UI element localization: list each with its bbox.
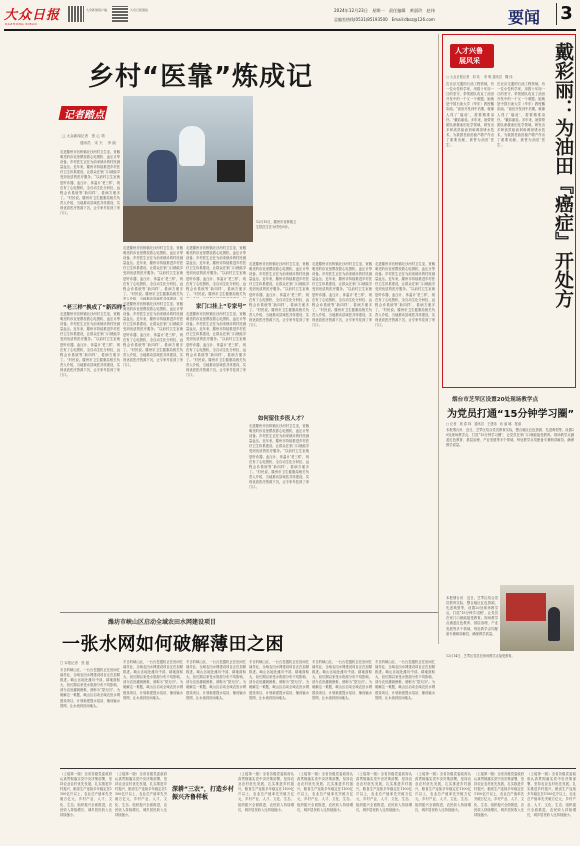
story1-kicker: 记者踏点 [64, 110, 104, 121]
story5-col8: （上接第一版）全省各级党委政府认真贯彻落实党中央决策部署，坚持农业农村优先发展，扎实推进乡村振兴，粮食生产连续多年稳定在1100亿斤以上，农业总产值率先突破万亿元，乡村产业、人才、文化、生态、组织振兴全面推进，农民收入持续增长，城乡居民收入比持续缩小。 [527, 772, 576, 817]
story2-col2: 在北京交通的石油工程领域，有一位女性科学家，用数十年如一日的坚守，带领团队攻克了油田开发中的一个又一个难题，她就是中国石油大学（华东）教授戴彩丽。“油田开发到中后期，就像人得了‘癌症’，需要精准治疗。”戴彩丽说。多年来，她带领团队深耕油田化学领域，研发出多种高效驱油剂和调剖堵水技术，为我国老油田稳产增产作出了重要贡献，被誉为油田‘医生’。 [497, 82, 545, 148]
story4-col1: 冬日的峡山区，一台台挖掘机正在田间忙碌作业，全域农田水网建设项目正在加紧推进。峡山区地处潍坊中部，耕地面积大，但长期以来受水资源分布不均影响，部分农田灌溉困难，被称为“望天田”。为破解这一难题，峡山区启动全域农田水网建设项目，计划新建提水泵站、铺设输水管网，让水流到田间地头。 [60, 668, 120, 708]
qr-code-icon [68, 6, 84, 22]
photo-board [506, 593, 546, 621]
story3-col2: 本报烟台讯 近日，芝罘区结合党员教育实际，整合辖区红色资源、先进典型等，设置20处现场教学点，打造“15分钟学习圈”，让党员在家门口就能接受教育。现场教学点涵盖红色教育、基层治理、产业发展等多个领域，每处教学点均配备专兼职讲解员，确保教学质量。 [446, 596, 498, 636]
story3-photo-caption: 12月14日，芝罘区党员在现场教学点接受教育。 [446, 654, 515, 658]
story4-kicker: 潍坊市峡山区启动全域农田水网建设项目 [108, 619, 217, 626]
story1-subhead2: 家门口挂上“专家号” [196, 304, 247, 310]
story5-col4: （上接第一版）全省各级党委政府认真贯彻落实党中央决策部署，坚持农业农村优先发展，扎实推进乡村振兴，粮食生产连续多年稳定在1100亿斤以上，农业总产值率先突破万亿元，乡村产业、人才、文化、生态、组织振兴全面推进，农民收入持续增长，城乡居民收入比持续缩小。 [297, 772, 353, 812]
story5-col7: （上接第一版）全省各级党委政府认真贯彻落实党中央决策部署，坚持农业农村优先发展，扎实推进乡村振兴，粮食生产连续多年稳定在1100亿斤以上，农业总产值率先突破万亿元，乡村产业、人才、文化、生态、组织振兴全面推进，农民收入持续增长，城乡居民收入比持续缩小。 [474, 772, 524, 817]
story5-col2: （上接第一版）全省各级党委政府认真贯彻落实党中央决策部署，坚持农业农村优先发展，扎实推进乡村振兴，粮食生产连续多年稳定在1100亿斤以上，农业总产值率先突破万亿元，乡村产业、人才、文化、生态、组织振兴全面推进，农民收入持续增长，城乡居民收入比持续缩小。 [115, 772, 167, 817]
qr2-label: 大众日报微信 [130, 8, 149, 12]
story1-headline: 乡村“医靠”炼成记 [88, 62, 314, 92]
story4-col6: 冬日的峡山区，一台台挖掘机正在田间忙碌作业，全域农田水网建设项目正在加紧推进。峡山区地处潍坊中部，耕地面积大，但长期以来受水资源分布不均影响，部分农田灌溉困难，被称为“望天田”。为破解这一难题，峡山区启动全域农田水网建设项目，计划新建提水泵站、铺设输水管网，让水流到田间地头。 [375, 660, 435, 700]
story3-headline: 为党员打通“15分钟学习圈” [447, 409, 575, 420]
story2-tag: 人才兴鲁 [455, 47, 483, 55]
story1-col1: 走进滕州市官桥镇北沙河村卫生室，宽敞明亮的诊室里摆放着心电图机、血压计等设备。乡村医生正在为前来就诊的村民测量血压。近年来，滕州市持续推进乡村医疗卫生体系建设，让群众在家门口就能享受到优质的医疗服务。“以前村卫生室就是听诊器、血压计、体温计‘老三样’，现在有了心电图机、全自动生化分析仪、远程会诊系统等‘新四样’，看病方便多了。”村民说。滕州市卫生健康局相关负责人介绍，当地推动县域医共体建设，实现优质医疗资源下沉，让专家号挂到了家门口。 [60, 150, 120, 216]
column-divider [438, 34, 439, 644]
story1-col2: 走进滕州市官桥镇北沙河村卫生室，宽敞明亮的诊室里摆放着心电图机、血压计等设备。乡村医生正在为前来就诊的村民测量血压。近年来，滕州市持续推进乡村医疗卫生体系建设，让群众在家门口就能享受到优质的医疗服务。“以前村卫生室就是听诊器、血压计、体温计‘老三样’，现在有了心电图机、全自动生化分析仪、远程会诊系统等‘新四样’，看病方便多了。”村民说。滕州市卫生健康局相关负责人介绍，当地推动县域医共体建设，实 [123, 246, 183, 300]
bottom-rule [60, 768, 576, 769]
story1-col4b: 走进滕州市官桥镇北沙河村卫生室，宽敞明亮的诊室里摆放着心电图机、血压计等设备。乡村医生正在为前来就诊的村民测量血压。近年来，滕州市持续推进乡村医疗卫生体系建设，让群众在家门口就能享受到优质的医疗服务。“以前村卫生室就是听诊器、血压计、体温计‘老三样’，现在有了心电图机、全自动生化分析仪、远程会诊系统等‘新四样’，看病方便多了。”村民说。滕州市卫生健康局相关负责人介绍，当地推动县域医共体建设，实现优质医疗资源下沉，让专家号挂到了家门口。 [249, 424, 309, 490]
story5-col6: （上接第一版）全省各级党委政府认真贯彻落实党中央决策部署，坚持农业农村优先发展，扎实推进乡村振兴，粮食生产连续多年稳定在1100亿斤以上，农业总产值率先突破万亿元，乡村产业、人才、文化、生态、组织振兴全面推进，农民收入持续增长，城乡居民收入比持续缩小。 [415, 772, 471, 812]
story1-col6: 走进滕州市官桥镇北沙河村卫生室，宽敞明亮的诊室里摆放着心电图机、血压计等设备。乡村医生正在为前来就诊的村民测量血压。近年来，滕州市持续推进乡村医疗卫生体系建设，让群众在家门口就能享受到优质的医疗服务。“以前村卫生室就是听诊器、血压计、体温计‘老三样’，现在有了心电图机、全自动生化分析仪、远程会诊系统等‘新四样’，看病方便多了。”村民说。滕州市卫生健康局相关负责人介绍，当地推动县域医共体建设，实现优质医疗资源下沉，让专家号挂到了家门口。 [375, 262, 435, 328]
logo-text: 大众日报 [4, 8, 61, 23]
story1-col3: 走进滕州市官桥镇北沙河村卫生室，宽敞明亮的诊室里摆放着心电图机、血压计等设备。乡村医生正在为前来就诊的村民测量血压。近年来，滕州市持续推进乡村医疗卫生体系建设，让群众在家门口就能享受到优质的医疗服务。“以前村卫生室就是听诊器、血压计、体温计‘老三样’，现在有了心电图机、全自动生化分析仪、远程会诊系统等‘新四样’，看病方便多了。”村民说。滕州市卫生健康局相关负 [186, 246, 246, 296]
photo-figure [147, 150, 177, 202]
story2-tag2: 展风采 [459, 57, 480, 65]
story4-col2: 冬日的峡山区，一台台挖掘机正在田间忙碌作业，全域农田水网建设项目正在加紧推进。峡山区地处潍坊中部，耕地面积大，但长期以来受水资源分布不均影响，部分农田灌溉困难，被称为“望天田”。为破解这一难题，峡山区启动全域农田水网建设项目，计划新建提水泵站、铺设输水管网，让水流到田间地头。 [123, 660, 183, 700]
masthead [4, 2, 576, 32]
photo-figure [179, 126, 205, 166]
logo-sub: DAZHONG RIBAO [5, 22, 38, 26]
masthead-rule [4, 29, 576, 31]
story1-byline: □ 大众新闻记者 张 心 靖 [62, 134, 105, 138]
story4-col5: 冬日的峡山区，一台台挖掘机正在田间忙碌作业，全域农田水网建设项目正在加紧推进。峡山区地处潍坊中部，耕地面积大，但长期以来受水资源分布不均影响，部分农田灌溉困难，被称为“望天田”。为破解这一难题，峡山区启动全域农田水网建设项目，计划新建提水泵站、铺设输水管网，让水流到田间地头。 [312, 660, 372, 700]
qr-code-icon [112, 6, 128, 22]
story5-col5: （上接第一版）全省各级党委政府认真贯彻落实党中央决策部署，坚持农业农村优先发展，扎实推进乡村振兴，粮食生产连续多年稳定在1100亿斤以上，农业总产值率先突破万亿元，乡村产业、人才、文化、生态、组织振兴全面推进，农民收入持续增长，城乡居民收入比持续缩小。 [356, 772, 412, 812]
story2-byline: □ 大众日报记者 刘 英 李 明 通讯员 魏 伟 [446, 75, 513, 79]
story4-byline: □ 本报记者 张 磊 [60, 661, 90, 665]
story5-kicker: 深耕“三农”，打造乡村振兴齐鲁样板 [172, 786, 234, 801]
section-title: 要闻 [508, 8, 541, 27]
story1-col5: 走进滕州市官桥镇北沙河村卫生室，宽敞明亮的诊室里摆放着心电图机、血压计等设备。乡村医生正在为前来就诊的村民测量血压。近年来，滕州市持续推进乡村医疗卫生体系建设，让群众在家门口就能享受到优质的医疗服务。“以前村卫生室就是听诊器、血压计、体温计‘老三样’，现在有了心电图机、全自动生化分析仪、远程会诊系统等‘新四样’，看病方便多了。”村民说。滕州市卫生健康局相关负责人介绍，当地推动县域医共体建设，实现优质医疗资源下沉，让专家号挂到了家门口。 [312, 262, 372, 328]
story1-col2b: 走进滕州市官桥镇北沙河村卫生室，宽敞明亮的诊室里摆放着心电图机、血压计等设备。乡村医生正在为前来就诊的村民测量血压。近年来，滕州市持续推进乡村医疗卫生体系建设，让群众在家门口就能享受到优质的医疗服务。“以前村卫生室就是听诊器、血压计、体温计‘老三样’，现在有了心电图机、全自动生化分析仪、远程会诊系统等‘新四样’，看病方便多了。”村民说。滕州市卫生健康局相关负责人介绍，当地推动县域医共体建设，实现优质医疗资源下沉，让专家号挂到了家门口。 [123, 302, 183, 368]
story1-col3b: 走进滕州市官桥镇北沙河村卫生室，宽敞明亮的诊室里摆放着心电图机、血压计等设备。乡村医生正在为前来就诊的村民测量血压。近年来，滕州市持续推进乡村医疗卫生体系建设，让群众在家门口就能享受到优质的医疗服务。“以前村卫生室就是听诊器、血压计、体温计‘老三样’，现在有了心电图机、全自动生化分析仪、远程会诊系统等‘新四样’，看病方便多了。”村民说。滕州市卫生健康局相关负责人介绍，当地推动县域医共体建设，实现优质医疗资源下沉，让专家号挂到了家门口。 [186, 312, 246, 378]
contact-line: 总编室热线(0531)85193500 Email:dbsz@126.com [334, 17, 435, 22]
story2-col1: 在北京交通的石油工程领域，有一位女性科学家，用数十年如一日的坚守，带领团队攻克了油田开发中的一个又一个难题，她就是中国石油大学（华东）教授戴彩丽。“油田开发到中后期，就像人得了‘癌症’，需要精准治疗。”戴彩丽说。多年来，她带领团队深耕油田化学领域，研发出多种高效驱油剂和调剖堵水技术，为我国老油田稳产增产作出了重要贡献，被誉为油田‘医生’。 [446, 82, 494, 148]
story1-col4: 走进滕州市官桥镇北沙河村卫生室，宽敞明亮的诊室里摆放着心电图机、血压计等设备。乡村医生正在为前来就诊的村民测量血压。近年来，滕州市持续推进乡村医疗卫生体系建设，让群众在家门口就能享受到优质的医疗服务。“以前村卫生室就是听诊器、血压计、体温计‘老三样’，现在有了心电图机、全自动生化分析仪、远程会诊系统等‘新四样’，看病方便多了。”村民说。滕州市卫生健康局相关负责人介绍，当地推动县域医共体建设，实现优质医疗资源下沉，让专家号挂到了家门口。 [249, 262, 309, 328]
page-number: 3 [556, 3, 576, 25]
story3-byline: □ 记者 郭 春 林 通讯员 王建伟 孙 丽 娜 报道 [446, 422, 522, 426]
story3-col1: 本报烟台讯 近日，芝罘区结合党员教育实际，整合辖区红色资源、先进典型等，设置20处现场教学点，打造“15分钟学习圈”，让党员在家门口就能接受教育。现场教学点涵盖红色教育、基层治理、产业发展等多个领域，每处教学点均配备专兼职讲解员，确保教学质量。 [446, 428, 574, 448]
story1-photo-caption: 12月15日，滕州市官桥镇卫生院医生在为村民问诊。 [256, 220, 296, 230]
section-rule [60, 612, 438, 613]
story5-col1: （上接第一版）全省各级党委政府认真贯彻落实党中央决策部署，坚持农业农村优先发展，扎实推进乡村振兴，粮食生产连续多年稳定在1100亿斤以上，农业总产值率先突破万亿元，乡村产业、人才、文化、生态、组织振兴全面推进，农民收入持续增长，城乡居民收入比持续缩小。 [60, 772, 112, 817]
story4-col4: 冬日的峡山区，一台台挖掘机正在田间忙碌作业，全域农田水网建设项目正在加紧推进。峡山区地处潍坊中部，耕地面积大，但长期以来受水资源分布不均影响，部分农田灌溉困难，被称为“望天田”。为破解这一难题，峡山区启动全域农田水网建设项目，计划新建提水泵站、铺设输水管网，让水流到田间地头。 [249, 660, 309, 700]
story5-col3: （上接第一版）全省各级党委政府认真贯彻落实党中央决策部署，坚持农业农村优先发展，扎实推进乡村振兴，粮食生产连续多年稳定在1100亿斤以上，农业总产值率先突破万亿元，乡村产业、人才、文化、生态、组织振兴全面推进，农民收入持续增长，城乡居民收入比持续缩小。 [238, 772, 294, 812]
story1-subhead3: 如何留住乡医人才？ [258, 416, 307, 422]
qr1-label: 大众新闻客户端 [86, 8, 108, 12]
story4-headline: 一张水网如何破解薄田之困 [62, 634, 284, 655]
story3-kicker: 烟台市芝罘区设置20处现场教学点 [452, 397, 539, 403]
newspaper-logo [4, 4, 66, 24]
story1-col1b: 走进滕州市官桥镇北沙河村卫生室，宽敞明亮的诊室里摆放着心电图机、血压计等设备。乡村医生正在为前来就诊的村民测量血压。近年来，滕州市持续推进乡村医疗卫生体系建设，让群众在家门口就能享受到优质的医疗服务。“以前村卫生室就是听诊器、血压计、体温计‘老三样’，现在有了心电图机、全自动生化分析仪、远程会诊系统等‘新四样’，看病方便多了。”村民说。滕州市卫生健康局相关负责人介绍，当地推动县域医共体建设，实现优质医疗资源下沉，让专家号挂到了家门口。 [60, 312, 120, 378]
story1-photo [123, 96, 253, 242]
photo-figure [548, 607, 560, 641]
photo-monitor [217, 160, 245, 182]
story2-title: 戴彩丽：为油田『癌症』开处方 [552, 42, 574, 308]
story1-byline2: 通讯员 宋 天 李 丽 [80, 141, 116, 145]
date-line: 2024年12月23日 星期一 责任编辑 黄晨玲 赵伟 [334, 8, 435, 13]
story1-subhead1: “老三样”换成了“新四样” [63, 305, 126, 311]
story4-col3: 冬日的峡山区，一台台挖掘机正在田间忙碌作业，全域农田水网建设项目正在加紧推进。峡山区地处潍坊中部，耕地面积大，但长期以来受水资源分布不均影响，部分农田灌溉困难，被称为“望天田”。为破解这一难题，峡山区启动全域农田水网建设项目，计划新建提水泵站、铺设输水管网，让水流到田间地头。 [186, 660, 246, 700]
photo-desk [123, 206, 253, 242]
story3-photo [500, 585, 574, 651]
